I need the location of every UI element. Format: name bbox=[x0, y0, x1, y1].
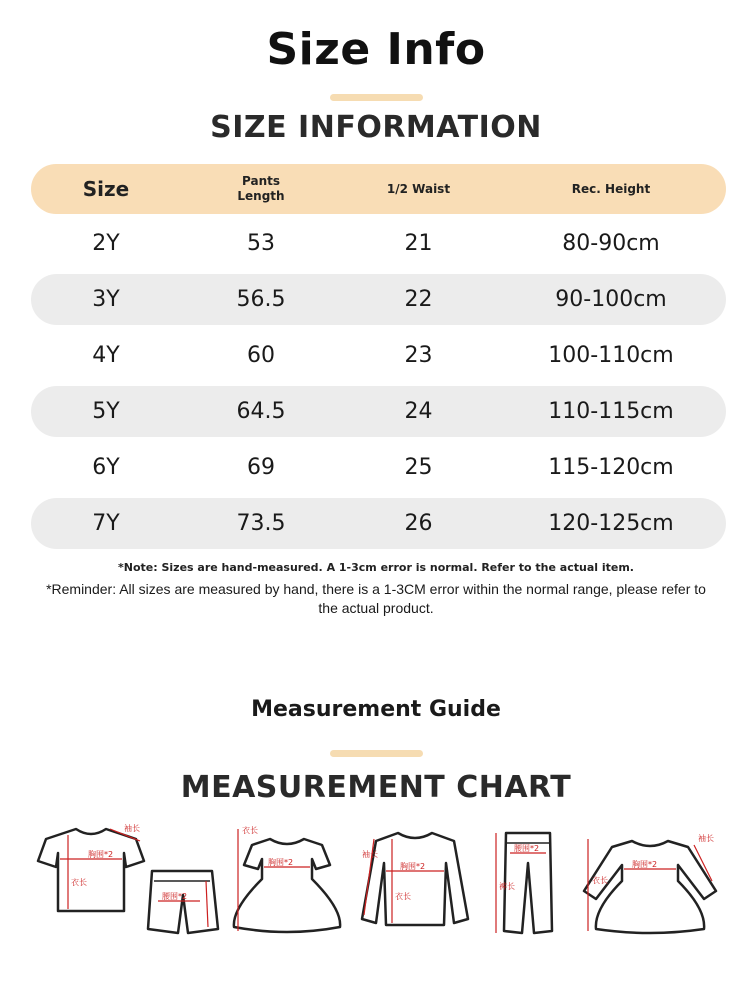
measurement-note: *Note: Sizes are hand-measured. A 1-3cm error is normal. Refer to the actual item. bbox=[118, 561, 634, 574]
chest-label: 胸围*2 bbox=[268, 858, 294, 867]
measurement-guide-heading: Measurement Guide bbox=[251, 697, 501, 722]
pants-length-cell: 56.5 bbox=[236, 287, 286, 312]
guide-accent-bar bbox=[330, 750, 423, 757]
rec-height-cell: 80-90cm bbox=[562, 231, 660, 256]
size-cell: 6Y bbox=[92, 455, 120, 480]
rec-height-cell: 110-115cm bbox=[548, 399, 674, 424]
size-cell: 2Y bbox=[92, 231, 120, 256]
longsleeve-dress-illustration bbox=[580, 819, 720, 937]
half-waist-cell: 22 bbox=[404, 287, 433, 312]
size-cell: 3Y bbox=[92, 287, 120, 312]
pants-length-cell: 73.5 bbox=[236, 511, 286, 536]
sleeve-label: 袖长 bbox=[124, 824, 140, 833]
size-cell: 7Y bbox=[92, 511, 120, 536]
pants-length-cell: 53 bbox=[247, 231, 275, 256]
pants-length-cell: 69 bbox=[247, 455, 275, 480]
waist-label: 腰围*2 bbox=[514, 844, 540, 853]
length-label: 衣长 bbox=[242, 826, 258, 835]
half-waist-cell: 23 bbox=[404, 343, 433, 368]
size-information-heading: SIZE INFORMATION bbox=[210, 110, 542, 145]
measurement-reminder: *Reminder: All sizes are measured by hand, there is a 1-3CM error within the normal range, please refer to the actual product. bbox=[46, 581, 706, 616]
length-label: 衣长 bbox=[592, 876, 608, 885]
rec-height-cell: 100-110cm bbox=[548, 343, 674, 368]
shorts-illustration bbox=[146, 867, 222, 937]
table-row bbox=[31, 330, 726, 381]
header-pants-length: Pants Length bbox=[237, 174, 285, 203]
size-table-header bbox=[31, 164, 726, 214]
header-half-waist: 1/2 Waist bbox=[386, 182, 451, 196]
pants-illustration bbox=[490, 829, 560, 939]
chest-label: 胸围*2 bbox=[400, 862, 426, 871]
half-waist-cell: 24 bbox=[404, 399, 433, 424]
tshirt-illustration bbox=[36, 825, 146, 915]
table-row bbox=[31, 218, 726, 269]
title-accent-bar bbox=[330, 94, 423, 101]
measurement-illustrations bbox=[30, 815, 730, 945]
rec-height-cell: 120-125cm bbox=[548, 511, 674, 536]
sleeve-label: 袖长 bbox=[698, 834, 714, 843]
half-waist-cell: 25 bbox=[404, 455, 433, 480]
rec-height-cell: 115-120cm bbox=[548, 455, 674, 480]
half-waist-cell: 26 bbox=[404, 511, 433, 536]
chest-label: 胸围*2 bbox=[632, 860, 658, 869]
table-row bbox=[31, 498, 726, 549]
page-title: Size Info bbox=[266, 24, 486, 75]
rec-height-cell: 90-100cm bbox=[555, 287, 667, 312]
size-cell: 5Y bbox=[92, 399, 120, 424]
pants-length-label: 裤长 bbox=[499, 882, 515, 891]
pants-length-cell: 64.5 bbox=[236, 399, 286, 424]
length-label: 衣长 bbox=[395, 892, 411, 901]
waist-label: 腰围*2 bbox=[162, 892, 188, 901]
measurement-chart-title: MEASUREMENT CHART bbox=[180, 770, 572, 805]
size-cell: 4Y bbox=[92, 343, 120, 368]
table-row bbox=[31, 386, 726, 437]
table-row bbox=[31, 274, 726, 325]
table-row bbox=[31, 442, 726, 493]
sleeve-label: 袖长 bbox=[362, 850, 378, 859]
size-table bbox=[31, 164, 726, 554]
pants-length-cell: 60 bbox=[247, 343, 275, 368]
chest-label: 胸围*2 bbox=[88, 850, 114, 859]
header-size: Size bbox=[82, 177, 130, 201]
dress-illustration bbox=[230, 819, 345, 937]
header-rec-height: Rec. Height bbox=[571, 182, 651, 196]
longsleeve-illustration bbox=[360, 827, 470, 932]
half-waist-cell: 21 bbox=[404, 231, 433, 256]
length-label: 衣长 bbox=[71, 878, 87, 887]
